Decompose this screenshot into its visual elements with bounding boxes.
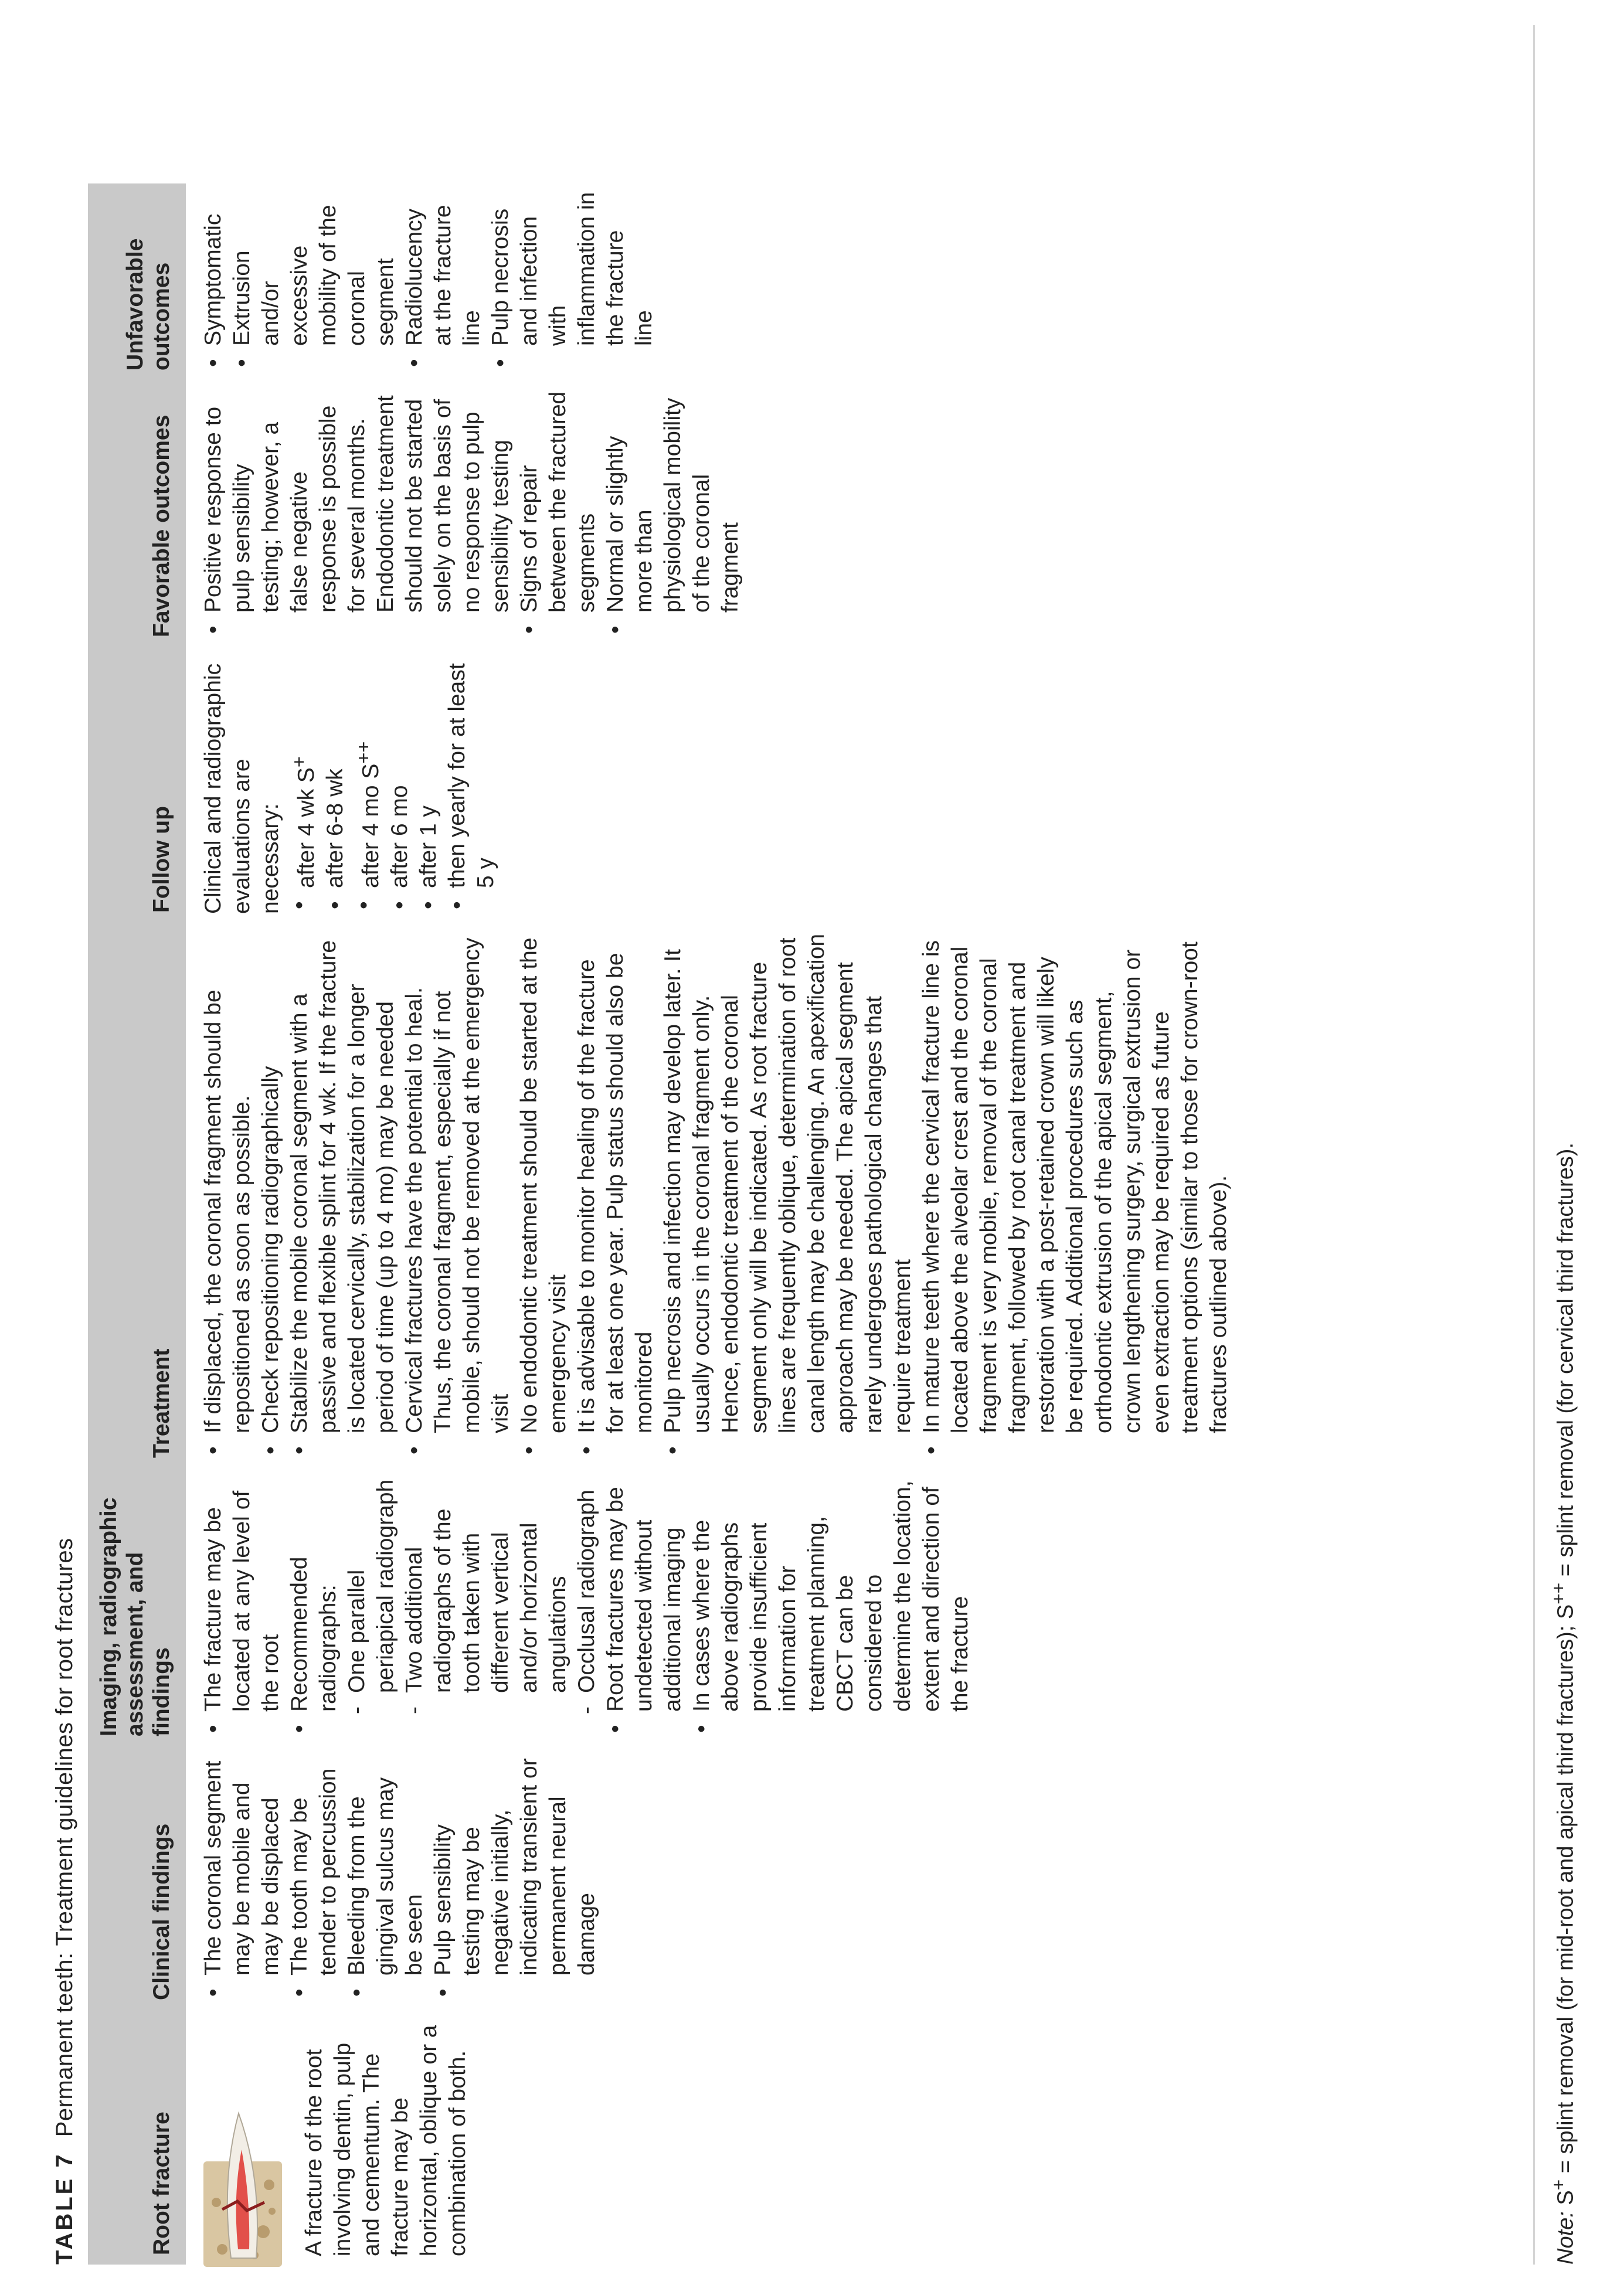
- root-fracture-description: A fracture of the root involving dentin, pulp and cementum. The fracture may be horizontal, oblique or a combination of both.: [301, 2025, 470, 2256]
- cell-imaging: [186, 1467, 1233, 1746]
- header-unfavorable-line2: outcomes: [148, 262, 174, 370]
- clinical-finding: • The coronal segment may be mobile and may be displaced: [199, 1754, 285, 2001]
- header-root-fracture: Root fracture: [88, 2010, 186, 2265]
- header-imaging-line1: Imaging, radiographic: [96, 1497, 121, 1736]
- header-imaging: [88, 1467, 186, 1746]
- treatment-item: • Stabilize the mobile coronal segment with a passive and flexible splint for 4 wk. If the fracture is located cervically, stabilization for a longer period of time (up to 4 mo) may be needed: [285, 930, 400, 1459]
- footnote-text-c: = splint removal (for cervical third fractures).: [1553, 1143, 1578, 1583]
- favorable-outcome: • Positive response to pulp sensibility testing; however, a false negative response is possible for several months. Endodontic treatment should not be started solely on the basis of no response to pulp sensibility testing: [199, 388, 515, 638]
- table-header: [88, 183, 186, 2265]
- table-bottom-rule: [1533, 25, 1535, 2265]
- treatment-item: • In mature teeth where the cervical fracture line is located above the alveolar crest and the coronal fragment is very mobile, removal of the coronal fragment, followed by root canal treatment and restoration with a post-retained crown will likely be required. Additional procedures such as orthodontic extrusion of the apical segment, crown lengthening surgery, surgical extrusion or even extraction may be required as future treatment options (similar to those for crown-root fractures outlined above).: [917, 930, 1233, 1459]
- follow-up-text: after 4 wk S: [293, 767, 319, 888]
- table-caption: Permanent teeth: Treatment guidelines for root fractures: [52, 1538, 77, 2137]
- follow-up-item: [285, 655, 321, 914]
- unfavorable-outcome: • Extrusion and/or excessive mobility of the coronal segment: [227, 192, 400, 372]
- header-follow-up: Follow up: [88, 647, 186, 922]
- table-label: TABLE 7: [52, 2152, 77, 2265]
- unfavorable-outcome: • Pulp necrosis and infection with inflammation in the fracture line: [486, 192, 658, 372]
- follow-up-sup: ++: [352, 741, 374, 764]
- clinical-finding: • The tooth may be tender to percussion: [285, 1754, 342, 2001]
- clinical-finding: • Pulp sensibility testing may be negative initially, indicating transient or permanent neural damage: [429, 1754, 601, 2001]
- follow-up-item: [414, 655, 443, 914]
- imaging-item: • The fracture may be located at any level of the root: [199, 1476, 285, 1738]
- imaging-item: • Recommended radiographs:: [285, 1476, 342, 1738]
- footnote-text-b: = splint removal (for mid-root and apical third fractures); S: [1553, 1604, 1578, 2180]
- treatment-item: • Pulp necrosis and infection may develop later. It usually occurs in the coronal fragment only. Hence, endodontic treatment of the coronal segment only will be indicated. As root fracture lines are frequently oblique, determination of root canal length may be challenging. An apexification approach may be needed. The apical segment rarely undergoes pathological changes that require treatment: [658, 930, 917, 1459]
- follow-up-text: after 1 y: [415, 805, 441, 888]
- cell-follow-up: [186, 647, 1233, 922]
- footnote-sup-a: +: [1548, 2179, 1569, 2191]
- favorable-outcome: • Signs of repair between the fractured segments: [515, 388, 601, 638]
- follow-up-item: [385, 655, 414, 914]
- treatment-item: • It is advisable to monitor healing of the fracture for at least one year. Pulp status should also be monitored: [572, 930, 658, 1459]
- unfavorable-outcome: • Radiolucency at the fracture line: [400, 192, 486, 372]
- table-title: [52, 1538, 78, 2265]
- footnote-text-a: S: [1553, 2190, 1578, 2212]
- follow-up-item: [321, 655, 349, 914]
- header-treatment: Treatment: [88, 922, 186, 1467]
- cell-root-fracture: [186, 2010, 1233, 2265]
- follow-up-item: [349, 655, 385, 914]
- unfavorable-outcome: • Symptomatic: [199, 192, 227, 372]
- imaging-item: • Root fractures may be undetected without additional imaging: [601, 1476, 687, 1738]
- footnote-label: Note:: [1553, 2211, 1578, 2265]
- footnote-sup-b: ++: [1548, 1582, 1569, 1604]
- treatment-item: • If displaced, the coronal fragment should be repositioned as soon as possible.: [199, 930, 256, 1459]
- guidelines-table: [88, 183, 1233, 2265]
- treatment-item: • Cervical fractures have the potential to heal. Thus, the coronal fragment, especially if not mobile, should not be removed at the emergency visit: [400, 930, 515, 1459]
- follow-up-item: [443, 655, 500, 914]
- root-fracture-row: [186, 183, 1233, 2265]
- cell-favorable-outcomes: [186, 380, 1233, 647]
- header-row: [88, 183, 186, 2265]
- follow-up-text: after 6-8 wk: [322, 769, 348, 888]
- header-clinical-findings: Clinical findings: [88, 1746, 186, 2010]
- imaging-subitem: - One parallel periapical radiograph: [342, 1476, 400, 1738]
- cell-clinical-findings: [186, 1746, 1233, 2010]
- header-favorable-outcomes: Favorable outcomes: [88, 380, 186, 647]
- imaging-subitem: - Two additional radiographs of the tooth taken with different vertical and/or horizontal angulations: [400, 1476, 572, 1738]
- header-unfavorable-line1: Unfavorable: [122, 238, 148, 370]
- imaging-subitem: - Occlusal radiograph: [572, 1476, 601, 1738]
- clinical-finding: • Bleeding from the gingival sulcus may be seen: [342, 1754, 429, 2001]
- header-unfavorable-outcomes: [88, 183, 186, 380]
- favorable-outcome: • Normal or slightly more than physiological mobility of the coronal fragment: [601, 388, 745, 638]
- treatment-item: • Check repositioning radiographically: [256, 930, 285, 1459]
- imaging-item: • In cases where the above radiographs provide insufficient information for treatment planning, CBCT can be considered to determine the location, extent and direction of the fracture: [687, 1476, 974, 1738]
- header-imaging-line2: assessment, and findings: [122, 1552, 174, 1736]
- treatment-item: • No endodontic treatment should be started at the emergency visit: [515, 930, 572, 1459]
- follow-up-text: after 6 mo: [386, 785, 412, 888]
- follow-up-intro: Clinical and radiographic evaluations are necessary:: [200, 663, 283, 914]
- guidelines-table-wrapper: [88, 183, 1233, 2265]
- root-fracture-illustration-icon: [199, 2109, 287, 2267]
- follow-up-text: then yearly for at least 5 y: [444, 663, 498, 888]
- table-footnote: [1548, 1143, 1579, 2265]
- follow-up-sup: +: [288, 756, 310, 768]
- follow-up-text: after 4 mo S: [358, 763, 383, 888]
- cell-treatment: [186, 922, 1233, 1467]
- cell-unfavorable-outcomes: [186, 183, 1233, 380]
